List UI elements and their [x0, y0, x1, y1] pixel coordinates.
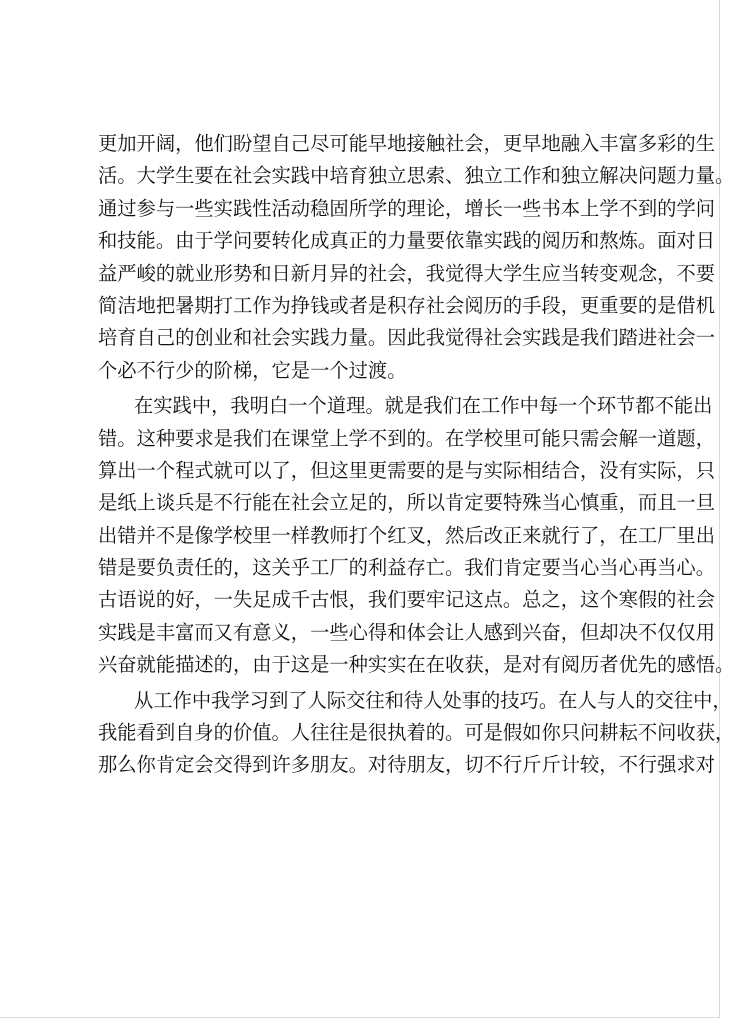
text-line: 错。这种要求是我们在课堂上学不到的。在学校里可能只需会解一道题， — [98, 426, 715, 450]
text-line: 古语说的好，一失足成千古恨，我们要牢记这点。总之，这个寒假的社会 — [98, 588, 715, 612]
text-line: 简洁地把暑期打工作为挣钱或者是积存社会阅历的手段，更重要的是借机 — [98, 293, 715, 317]
text-line: 通过参与一些实践性活动稳固所学的理论，增长一些书本上学不到的学问 — [98, 196, 715, 220]
text-line: 个必不行少的阶梯，它是一个过渡。 — [98, 358, 407, 382]
text-line: 活。大学生要在社会实践中培育独立思索、独立工作和独立解决问题力量。 — [98, 164, 734, 188]
paragraph-2 — [98, 390, 734, 682]
text-line: 那么你肯定会交得到许多朋友。对待朋友，切不行斤斤计较，不行强求对 — [98, 753, 715, 777]
document-body — [98, 128, 734, 782]
text-line: 错是要负责任的，这关乎工厂的利益存亡。我们肯定要当心当心再当心。 — [98, 556, 715, 580]
text-line: 算出一个程式就可以了，但这里更需要的是与实际相结合，没有实际，只 — [98, 458, 715, 482]
text-line: 我能看到自身的价值。人往往是很执着的。可是假如你只问耕耘不问收获， — [98, 721, 734, 745]
paragraph-3 — [98, 685, 734, 782]
paragraph-1 — [98, 128, 734, 387]
text-line: 从工作中我学习到了人际交往和待人处事的技巧。在人与人的交往中， — [134, 688, 732, 712]
text-line: 是纸上谈兵是不行能在社会立足的，所以肯定要特殊当心慎重，而且一旦 — [98, 491, 715, 515]
text-line: 出错并不是像学校里一样教师打个红叉，然后改正来就行了，在工厂里出 — [98, 523, 715, 547]
text-line: 益严峻的就业形势和日新月异的社会，我觉得大学生应当转变观念，不要 — [98, 261, 715, 285]
text-line: 实践是丰富而又有意义，一些心得和体会让人感到兴奋，但却决不仅仅用 — [98, 620, 715, 644]
text-line: 和技能。由于学问要转化成真正的力量要依靠实践的阅历和熬炼。面对日 — [98, 229, 715, 253]
text-line: 在实践中，我明白一个道理。就是我们在工作中每一个环节都不能出 — [134, 394, 713, 418]
text-line: 培育自己的创业和社会实践力量。因此我觉得社会实践是我们踏进社会一 — [98, 326, 715, 350]
text-line: 兴奋就能描述的，由于这是一种实实在在收获，是对有阅历者优先的感悟。 — [98, 653, 734, 677]
text-line: 更加开阔，他们盼望自己尽可能早地接触社会，更早地融入丰富多彩的生 — [98, 132, 715, 155]
